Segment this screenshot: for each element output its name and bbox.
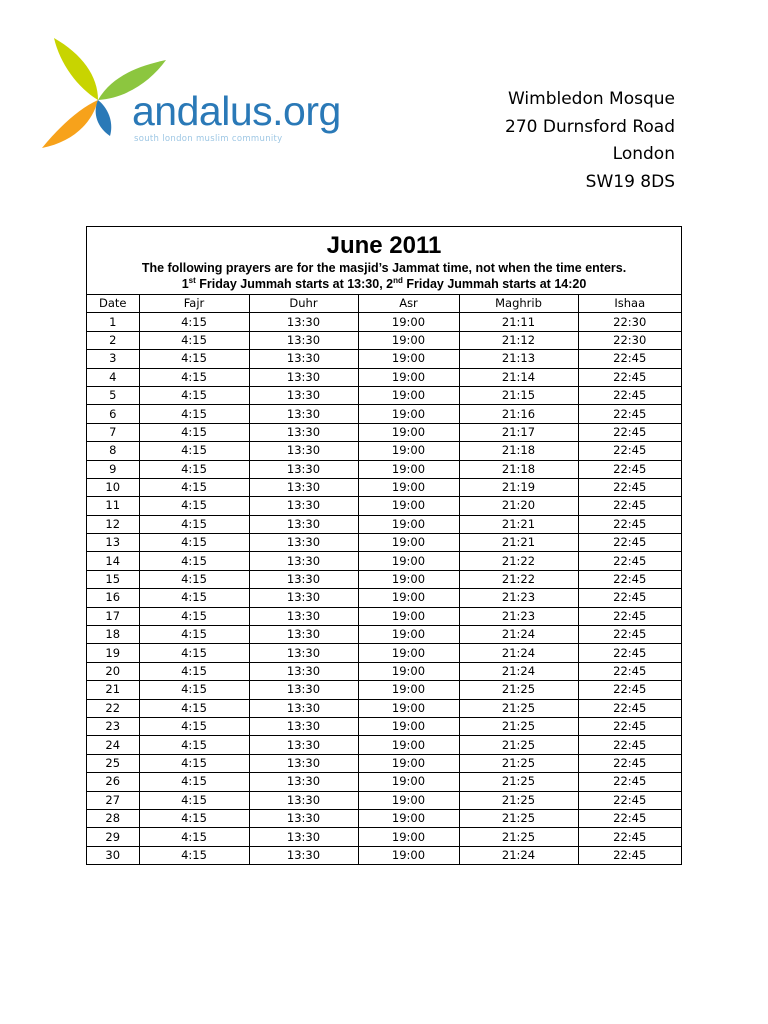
cell-asr: 19:00	[358, 442, 459, 460]
cell-fajr: 4:15	[139, 846, 249, 864]
cell-ishaa: 22:45	[578, 846, 681, 864]
cell-asr: 19:00	[358, 828, 459, 846]
cell-maghrib: 21:22	[459, 552, 578, 570]
cell-maghrib: 21:18	[459, 460, 578, 478]
cell-duhr: 13:30	[249, 497, 358, 515]
cell-duhr: 13:30	[249, 478, 358, 496]
cell-ishaa: 22:45	[578, 828, 681, 846]
table-row	[87, 699, 681, 717]
cell-ishaa: 22:45	[578, 607, 681, 625]
cell-duhr: 13:30	[249, 460, 358, 478]
cell-fajr: 4:15	[139, 552, 249, 570]
cell-asr: 19:00	[358, 497, 459, 515]
cell-ishaa: 22:45	[578, 626, 681, 644]
cell-fajr: 4:15	[139, 478, 249, 496]
cell-duhr: 13:30	[249, 662, 358, 680]
table-row	[87, 405, 681, 423]
cell-ishaa: 22:45	[578, 644, 681, 662]
cell-fajr: 4:15	[139, 773, 249, 791]
cell-date: 23	[87, 717, 139, 735]
cell-ishaa: 22:45	[578, 570, 681, 588]
table-row	[87, 644, 681, 662]
cell-asr: 19:00	[358, 386, 459, 404]
cell-maghrib: 21:17	[459, 423, 578, 441]
cell-asr: 19:00	[358, 773, 459, 791]
cell-asr: 19:00	[358, 607, 459, 625]
cell-date: 30	[87, 846, 139, 864]
cell-date: 11	[87, 497, 139, 515]
table-row	[87, 552, 681, 570]
cell-asr: 19:00	[358, 552, 459, 570]
cell-asr: 19:00	[358, 846, 459, 864]
cell-ishaa: 22:45	[578, 754, 681, 772]
cell-fajr: 4:15	[139, 350, 249, 368]
cell-asr: 19:00	[358, 699, 459, 717]
cell-asr: 19:00	[358, 405, 459, 423]
jummah-note	[87, 276, 681, 294]
cell-date: 2	[87, 331, 139, 349]
cell-asr: 19:00	[358, 589, 459, 607]
cell-duhr: 13:30	[249, 736, 358, 754]
cell-date: 18	[87, 626, 139, 644]
cell-date: 27	[87, 791, 139, 809]
cell-maghrib: 21:19	[459, 478, 578, 496]
table-body	[87, 313, 681, 864]
cell-duhr: 13:30	[249, 350, 358, 368]
cell-asr: 19:00	[358, 534, 459, 552]
cell-ishaa: 22:45	[578, 534, 681, 552]
cell-maghrib: 21:24	[459, 626, 578, 644]
cell-fajr: 4:15	[139, 423, 249, 441]
cell-maghrib: 21:20	[459, 497, 578, 515]
column-header-fajr: Fajr	[139, 295, 249, 313]
cell-duhr: 13:30	[249, 717, 358, 735]
cell-maghrib: 21:11	[459, 313, 578, 331]
column-header-ishaa: Ishaa	[578, 295, 681, 313]
cell-duhr: 13:30	[249, 791, 358, 809]
table-row	[87, 331, 681, 349]
cell-asr: 19:00	[358, 313, 459, 331]
mosque-address	[505, 86, 675, 196]
cell-fajr: 4:15	[139, 809, 249, 827]
cell-maghrib: 21:16	[459, 405, 578, 423]
cell-fajr: 4:15	[139, 589, 249, 607]
table-row	[87, 570, 681, 588]
table-row	[87, 773, 681, 791]
cell-asr: 19:00	[358, 515, 459, 533]
cell-fajr: 4:15	[139, 570, 249, 588]
logo-tagline: south london muslim community	[134, 134, 283, 144]
prayer-timetable	[86, 226, 682, 865]
table-row	[87, 791, 681, 809]
cell-fajr: 4:15	[139, 331, 249, 349]
table-row	[87, 386, 681, 404]
cell-fajr: 4:15	[139, 534, 249, 552]
cell-ishaa: 22:45	[578, 699, 681, 717]
column-header-duhr: Duhr	[249, 295, 358, 313]
cell-ishaa: 22:45	[578, 681, 681, 699]
cell-ishaa: 22:45	[578, 405, 681, 423]
table-row	[87, 828, 681, 846]
cell-duhr: 13:30	[249, 699, 358, 717]
table-row	[87, 350, 681, 368]
cell-date: 21	[87, 681, 139, 699]
cell-fajr: 4:15	[139, 460, 249, 478]
cell-asr: 19:00	[358, 681, 459, 699]
jummah1-text: Friday Jummah starts at 13:30,	[195, 277, 387, 291]
jummah1-number: 1	[181, 277, 189, 291]
cell-date: 17	[87, 607, 139, 625]
timetable-title: June 2011	[326, 232, 442, 259]
cell-duhr: 13:30	[249, 534, 358, 552]
cell-ishaa: 22:45	[578, 386, 681, 404]
cell-fajr: 4:15	[139, 717, 249, 735]
cell-ishaa: 22:45	[578, 589, 681, 607]
cell-maghrib: 21:21	[459, 534, 578, 552]
logo-wordmark: andalus.org	[132, 88, 341, 134]
table-row	[87, 460, 681, 478]
cell-ishaa: 22:45	[578, 736, 681, 754]
cell-maghrib: 21:14	[459, 368, 578, 386]
cell-date: 10	[87, 478, 139, 496]
cell-fajr: 4:15	[139, 754, 249, 772]
cell-ishaa: 22:45	[578, 662, 681, 680]
cell-ishaa: 22:45	[578, 478, 681, 496]
jummah2-suffix: nd	[393, 276, 403, 285]
cell-date: 22	[87, 699, 139, 717]
cell-duhr: 13:30	[249, 828, 358, 846]
cell-maghrib: 21:24	[459, 846, 578, 864]
table-row	[87, 662, 681, 680]
cell-date: 15	[87, 570, 139, 588]
cell-maghrib: 21:25	[459, 754, 578, 772]
cell-date: 20	[87, 662, 139, 680]
cell-asr: 19:00	[358, 626, 459, 644]
cell-maghrib: 21:23	[459, 589, 578, 607]
cell-fajr: 4:15	[139, 644, 249, 662]
timetable-note: The following prayers are for the masjid’s Jammat time, not when the time enters.	[141, 261, 627, 275]
column-header-maghrib: Maghrib	[459, 295, 578, 313]
cell-date: 26	[87, 773, 139, 791]
table-row	[87, 497, 681, 515]
cell-maghrib: 21:18	[459, 442, 578, 460]
cell-maghrib: 21:13	[459, 350, 578, 368]
cell-maghrib: 21:23	[459, 607, 578, 625]
cell-date: 16	[87, 589, 139, 607]
table-row	[87, 846, 681, 864]
cell-fajr: 4:15	[139, 497, 249, 515]
cell-duhr: 13:30	[249, 607, 358, 625]
cell-duhr: 13:30	[249, 423, 358, 441]
cell-duhr: 13:30	[249, 515, 358, 533]
table-row	[87, 681, 681, 699]
cell-maghrib: 21:25	[459, 773, 578, 791]
cell-date: 28	[87, 809, 139, 827]
cell-duhr: 13:30	[249, 644, 358, 662]
cell-date: 9	[87, 460, 139, 478]
cell-asr: 19:00	[358, 662, 459, 680]
column-header-date: Date	[87, 295, 139, 313]
cell-date: 7	[87, 423, 139, 441]
cell-fajr: 4:15	[139, 515, 249, 533]
table-row	[87, 534, 681, 552]
cell-maghrib: 21:12	[459, 331, 578, 349]
cell-maghrib: 21:21	[459, 515, 578, 533]
cell-asr: 19:00	[358, 736, 459, 754]
cell-ishaa: 22:45	[578, 497, 681, 515]
jummah2-text: Friday Jummah starts at 14:20	[402, 277, 587, 291]
cell-date: 5	[87, 386, 139, 404]
cell-ishaa: 22:45	[578, 773, 681, 791]
table-row	[87, 442, 681, 460]
table-row	[87, 478, 681, 496]
table-row	[87, 368, 681, 386]
cell-date: 8	[87, 442, 139, 460]
cell-maghrib: 21:25	[459, 681, 578, 699]
cell-asr: 19:00	[358, 460, 459, 478]
table-row	[87, 809, 681, 827]
cell-ishaa: 22:45	[578, 460, 681, 478]
table-row	[87, 313, 681, 331]
address-line-name: Wimbledon Mosque	[507, 89, 675, 109]
cell-ishaa: 22:45	[578, 442, 681, 460]
cell-duhr: 13:30	[249, 570, 358, 588]
cell-fajr: 4:15	[139, 368, 249, 386]
table-row	[87, 754, 681, 772]
cell-maghrib: 21:25	[459, 736, 578, 754]
cell-duhr: 13:30	[249, 442, 358, 460]
table-row	[87, 717, 681, 735]
cell-fajr: 4:15	[139, 607, 249, 625]
cell-date: 13	[87, 534, 139, 552]
cell-ishaa: 22:45	[578, 350, 681, 368]
cell-date: 29	[87, 828, 139, 846]
jummah1-suffix: st	[188, 276, 196, 285]
cell-fajr: 4:15	[139, 626, 249, 644]
cell-date: 4	[87, 368, 139, 386]
cell-ishaa: 22:45	[578, 515, 681, 533]
cell-duhr: 13:30	[249, 809, 358, 827]
cell-date: 14	[87, 552, 139, 570]
cell-date: 3	[87, 350, 139, 368]
address-line-postcode: SW19 8DS	[585, 171, 675, 192]
cell-fajr: 4:15	[139, 313, 249, 331]
cell-asr: 19:00	[358, 809, 459, 827]
table-row	[87, 626, 681, 644]
cell-fajr: 4:15	[139, 828, 249, 846]
cell-maghrib: 21:24	[459, 662, 578, 680]
cell-asr: 19:00	[358, 478, 459, 496]
cell-maghrib: 21:25	[459, 809, 578, 827]
cell-asr: 19:00	[358, 644, 459, 662]
cell-fajr: 4:15	[139, 681, 249, 699]
cell-date: 6	[87, 405, 139, 423]
cell-maghrib: 21:25	[459, 717, 578, 735]
cell-duhr: 13:30	[249, 773, 358, 791]
cell-ishaa: 22:45	[578, 717, 681, 735]
cell-fajr: 4:15	[139, 736, 249, 754]
cell-date: 1	[87, 313, 139, 331]
cell-date: 12	[87, 515, 139, 533]
table-header-row	[87, 295, 681, 313]
cell-fajr: 4:15	[139, 386, 249, 404]
cell-fajr: 4:15	[139, 405, 249, 423]
cell-duhr: 13:30	[249, 313, 358, 331]
cell-ishaa: 22:45	[578, 552, 681, 570]
cell-duhr: 13:30	[249, 386, 358, 404]
cell-maghrib: 21:25	[459, 699, 578, 717]
cell-maghrib: 21:24	[459, 644, 578, 662]
table-row	[87, 736, 681, 754]
cell-duhr: 13:30	[249, 368, 358, 386]
cell-asr: 19:00	[358, 791, 459, 809]
cell-ishaa: 22:45	[578, 368, 681, 386]
cell-maghrib: 21:15	[459, 386, 578, 404]
table-row	[87, 515, 681, 533]
cell-maghrib: 21:25	[459, 828, 578, 846]
andalus-logo	[38, 36, 341, 156]
cell-asr: 19:00	[358, 423, 459, 441]
cell-date: 19	[87, 644, 139, 662]
cell-duhr: 13:30	[249, 552, 358, 570]
cell-fajr: 4:15	[139, 699, 249, 717]
table-row	[87, 607, 681, 625]
cell-ishaa: 22:45	[578, 423, 681, 441]
cell-maghrib: 21:25	[459, 791, 578, 809]
cell-fajr: 4:15	[139, 442, 249, 460]
cell-duhr: 13:30	[249, 331, 358, 349]
cell-ishaa: 22:45	[578, 791, 681, 809]
cell-ishaa: 22:30	[578, 331, 681, 349]
cell-asr: 19:00	[358, 717, 459, 735]
cell-duhr: 13:30	[249, 754, 358, 772]
cell-asr: 19:00	[358, 350, 459, 368]
prayer-times-table	[87, 294, 681, 864]
cell-date: 25	[87, 754, 139, 772]
jummah2-number: 2	[386, 277, 394, 291]
cell-maghrib: 21:22	[459, 570, 578, 588]
cell-duhr: 13:30	[249, 626, 358, 644]
cell-ishaa: 22:30	[578, 313, 681, 331]
cell-asr: 19:00	[358, 754, 459, 772]
column-header-asr: Asr	[358, 295, 459, 313]
cell-fajr: 4:15	[139, 662, 249, 680]
cell-ishaa: 22:45	[578, 809, 681, 827]
address-line-street: 270 Durnsford Road	[505, 116, 675, 137]
cell-duhr: 13:30	[249, 846, 358, 864]
table-row	[87, 589, 681, 607]
cell-date: 24	[87, 736, 139, 754]
cell-asr: 19:00	[358, 368, 459, 386]
table-row	[87, 423, 681, 441]
cell-duhr: 13:30	[249, 589, 358, 607]
cell-asr: 19:00	[358, 570, 459, 588]
address-line-city: London	[612, 144, 675, 164]
cell-duhr: 13:30	[249, 681, 358, 699]
cell-asr: 19:00	[358, 331, 459, 349]
cell-duhr: 13:30	[249, 405, 358, 423]
cell-fajr: 4:15	[139, 791, 249, 809]
